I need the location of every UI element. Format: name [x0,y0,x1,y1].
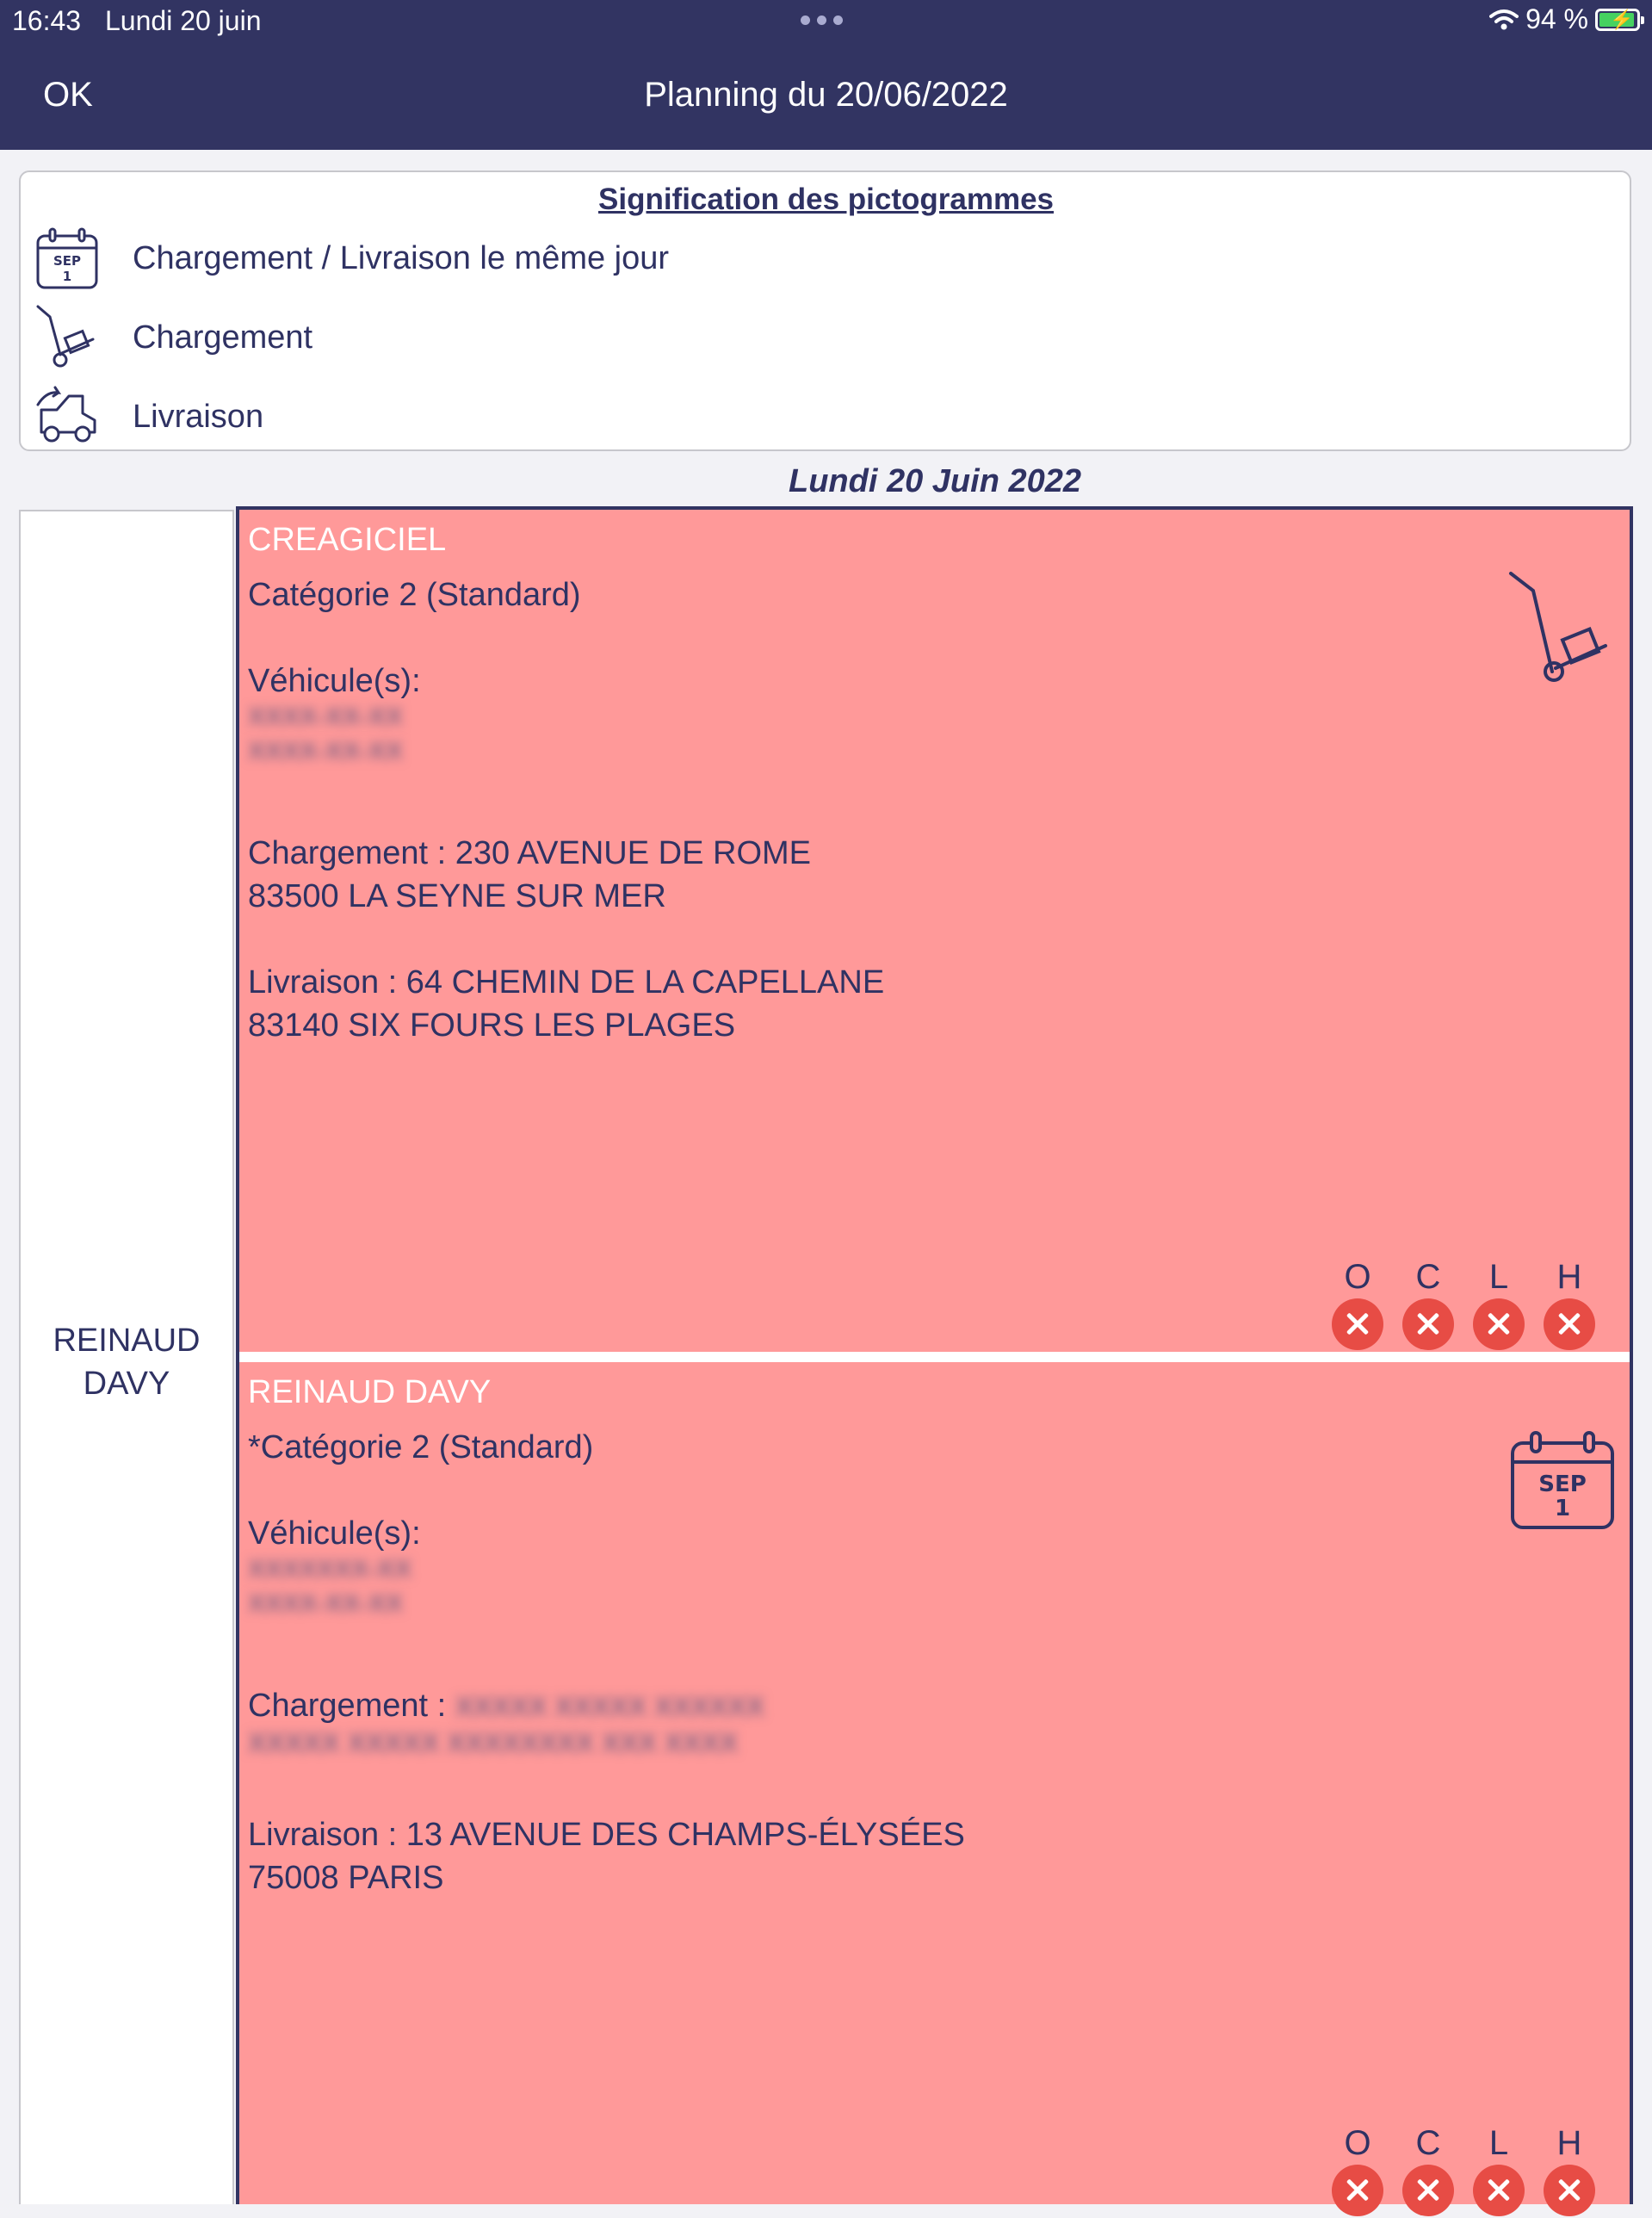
card-client: REINAUD DAVY [248,1374,492,1410]
svg-text:1: 1 [1554,1496,1571,1521]
flag-x-icon [1402,1298,1454,1350]
multitasking-dots-icon[interactable] [801,15,843,25]
flag-x-icon [1402,2165,1454,2216]
card-loading-city-blurred: XXXXX XXXXX XXXXXXXX XXX XXXX [248,1727,739,1758]
card-vehicle: XXXX-XX-XX [248,737,404,765]
card-delivery-address: Livraison : 64 CHEMIN DE LA CAPELLANE [248,964,885,1001]
day-title: Lundi 20 Juin 2022 [789,463,1081,499]
flag-c[interactable]: C [1401,1255,1456,1350]
hand-truck-icon [1504,570,1616,682]
hand-truck-icon [34,305,100,370]
card-category: Catégorie 2 (Standard) [248,577,581,613]
card-loading-label: Chargement : XXXXX XXXXX XXXXXX [248,1688,765,1724]
wifi-icon [1489,9,1519,31]
legend-item-loading [34,305,313,370]
status-indicators [1489,3,1640,35]
card-delivery-city: 75008 PARIS [248,1860,444,1896]
top-bar [0,0,1652,150]
booking-card[interactable] [239,1362,1630,2204]
status-date: Lundi 20 juin [105,5,262,36]
flag-x-icon [1332,1298,1383,1350]
card-loading-address: Chargement : 230 AVENUE DE ROME [248,835,811,871]
flag-x-icon [1473,2165,1525,2216]
battery-icon: ⚡ [1595,9,1640,31]
card-category: *Catégorie 2 (Standard) [248,1429,594,1465]
calendar-icon [34,226,100,291]
ok-button[interactable]: OK [43,76,93,114]
svg-text:SEP: SEP [53,253,82,269]
flag-h[interactable]: H [1542,2122,1597,2216]
flag-x-icon [1544,1298,1595,1350]
resource-name [19,1319,234,1405]
card-loading-address-blurred: XXXXX XXXXX XXXXXX [455,1691,765,1722]
legend-item-same-day [34,226,670,291]
flag-x-icon [1544,2165,1595,2216]
card-vehicles-label: Véhicule(s): [248,1515,421,1552]
calendar-icon [1509,1429,1616,1531]
svg-text:1: 1 [62,269,72,284]
card-vehicle: XXXX-XX-XX [248,1589,404,1618]
flag-o[interactable]: O [1330,1255,1385,1350]
flag-x-icon [1473,1298,1525,1350]
flag-l[interactable]: L [1471,2122,1526,2216]
card-vehicle: XXXXXXX-XX [248,1555,412,1583]
card-delivery-city: 83140 SIX FOURS LES PLAGES [248,1007,736,1044]
booking-card[interactable] [239,510,1630,1352]
flag-o[interactable]: O [1330,2122,1385,2216]
status-flags [1330,1255,1623,1352]
status-flags [1330,2122,1623,2218]
battery-percent: 94 % [1525,3,1588,34]
card-vehicles-label: Véhicule(s): [248,663,421,699]
card-vehicle: XXXX-XX-XX [248,703,404,731]
flag-l[interactable]: L [1471,1255,1526,1350]
card-client: CREAGICIEL [248,522,447,558]
flag-h[interactable]: H [1542,1255,1597,1350]
legend-label: Chargement [133,319,313,356]
delivery-truck-icon [34,384,100,449]
svg-text:SEP: SEP [1538,1471,1587,1497]
page-title: Planning du 20/06/2022 [644,76,1008,114]
legend-title: Signification des pictogrammes [598,183,1054,216]
legend-label: Chargement / Livraison le même jour [133,239,670,276]
legend-item-delivery [34,384,264,449]
status-time: 16:43 [12,5,82,36]
resource-name-line: DAVY [83,1366,170,1402]
card-loading-city: 83500 LA SEYNE SUR MER [248,878,666,914]
flag-c[interactable]: C [1401,2122,1456,2216]
card-delivery-address: Livraison : 13 AVENUE DES CHAMPS-ÉLYSÉES [248,1817,965,1853]
resource-name-line: REINAUD [53,1323,201,1359]
legend-label: Livraison [133,398,264,435]
flag-x-icon [1332,2165,1383,2216]
